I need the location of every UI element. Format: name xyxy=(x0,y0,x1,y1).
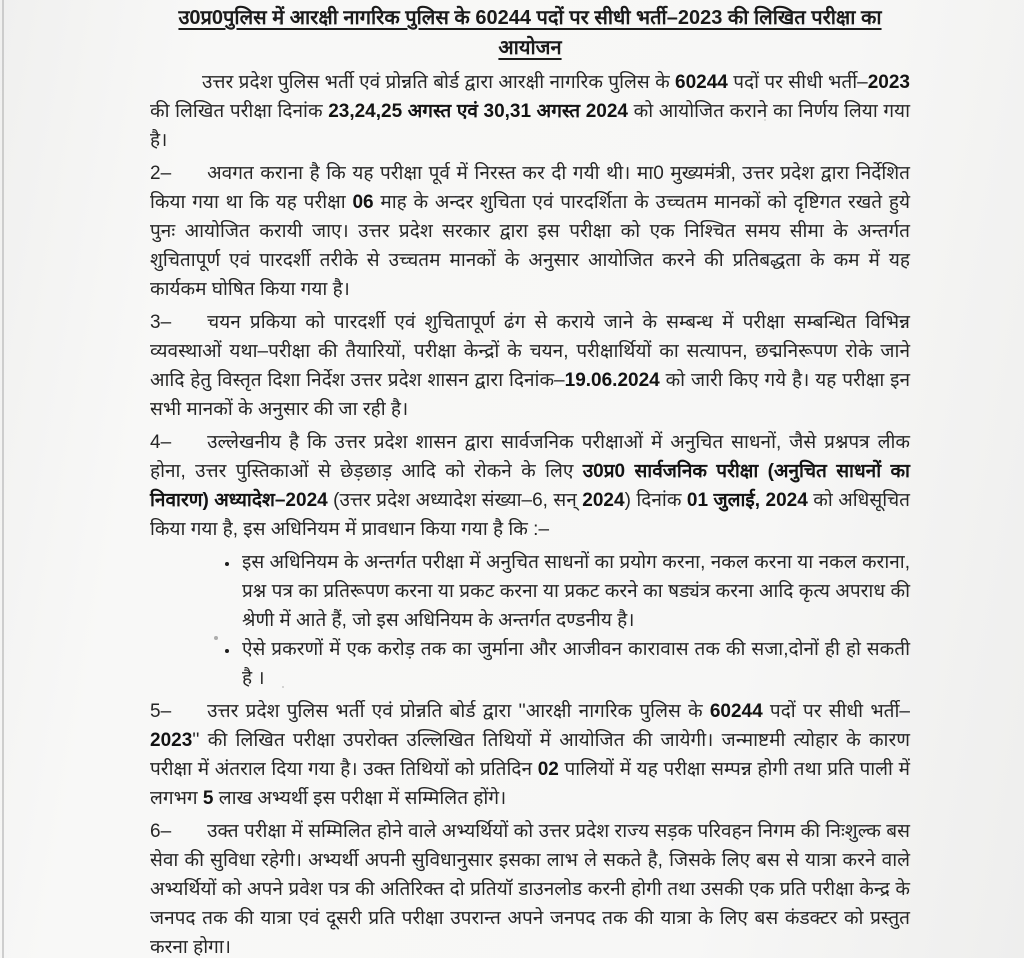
text-segment: चयन प्रकिया को पारदर्शी एवं शुचितापूर्ण ढंग से कराये जाने के सम्बन्ध में परीक्षा सम्बन्धित विभिन्न व्यवस्थाओं यथा–परीक्षा की तैयारियों, परीक्षा केन्द्रों के चयन, परीक्षार्थियों का सत्यापन, छद्मनिरूपण रोके जाने आदि हेतु विस्तृत दिशा निर्देश उत्तर प्रदेश शासन द्वारा दिनांक– xyxy=(150,312,910,391)
scan-edge-line xyxy=(2,0,4,958)
text-segment: उत्तर प्रदेश पुलिस भर्ती एवं प्रोन्नति बोर्ड द्वारा आरक्षी नागरिक पुलिस के xyxy=(202,72,676,93)
text-segment: पदों पर सीधी भर्ती– xyxy=(727,72,868,93)
text-segment: 19.06.2024 xyxy=(564,370,660,391)
document-title-line-2: आयोजन xyxy=(498,37,562,59)
paragraph xyxy=(150,159,910,304)
paragraph xyxy=(150,428,910,544)
text-segment: (उत्तर प्रदेश अध्यादेश संख्या–6, सन् xyxy=(327,490,583,511)
text-segment: की लिखित परीक्षा दिनांक xyxy=(150,101,329,122)
paragraph-number: 5– xyxy=(150,701,172,722)
text-segment: 23,24,25 अगस्त एवं 30,31 अगस्त 2024 xyxy=(328,101,628,122)
paragraph xyxy=(150,308,910,424)
paragraph-number: 4– xyxy=(150,432,172,453)
text-segment: 60244 xyxy=(675,72,728,93)
text-segment: को जारी किए गये है। यह परीक्षा इन सभी मानकों के अनुसार की जा रही है। xyxy=(150,370,910,420)
text-segment: पदों पर सीधी भर्ती– xyxy=(762,701,910,722)
bullet-list xyxy=(150,548,910,693)
text-segment: उक्त परीक्षा में सम्मिलित होने वाले अभ्यर्थियों को उत्तर प्रदेश राज्य सड़क परिवहन निगम की निःशुल्क बस सेवा की सुविधा रहेगी। अभ्यर्थी अपनी सुविधानुसार इसका लाभ ले सकते है, जिसके लिए बस से यात्रा करने वाले अभ्यर्थियों को अपने प्रवेश पत्र की अतिरिक्त दो प्रतियॉ डाउनलोड करनी होगी तथा उसकी एक प्रति परीक्षा केन्द्र के जनपद तक की यात्रा एवं दूसरी प्रति परीक्षा उपरान्त अपने जनपद तक की यात्रा के लिए बस कंडक्टर को प्रस्तुत करना होगा। xyxy=(150,821,910,958)
document-title-line-2-wrap xyxy=(150,33,910,63)
paragraph xyxy=(150,68,910,155)
text-segment: को आयोजित कराने का निर्णय लिया गया है। xyxy=(150,101,910,151)
text-segment: इस अधिनियम के अन्तर्गत परीक्षा में अनुचित साधनों का प्रयोग करना, नकल करना या नकल कराना, प्रश्न पत्र का प्रतिरूपण करना या प्रकट करना या प्रकट करने का षड्यंत्र करना आदि कृत्य अपराध की श्रेणी में आते हैं, जो इस अधिनियम के अन्तर्गत दण्डनीय है। xyxy=(242,552,910,631)
document-title xyxy=(150,3,910,63)
document-body xyxy=(150,3,910,958)
text-segment: 60244 xyxy=(709,701,763,722)
bullet-item xyxy=(240,635,910,693)
scan-speck xyxy=(0,0,2,2)
text-segment: 2023 xyxy=(150,730,193,751)
text-segment: 2024 xyxy=(582,490,625,511)
document-title-line-1: उ0प्र0पुलिस में आरक्षी नागरिक पुलिस के 60244 पदों पर सीधी भर्ती–2023 की लिखित परीक्षा का xyxy=(178,7,882,29)
bullet-item xyxy=(240,548,910,635)
text-segment: 02 xyxy=(537,759,559,780)
text-segment: 01 जुलाई, 2024 xyxy=(686,490,808,511)
paragraph-number: 2– xyxy=(150,163,172,184)
text-segment: 2023 xyxy=(867,72,910,93)
text-segment: ऐसे प्रकरणों में एक करोड़ तक का जुर्माना और आजीवन कारावास तक की सजा,दोनों ही हो सकती है । xyxy=(242,639,910,689)
paragraph-number: 6– xyxy=(150,821,172,842)
text-segment: ) दिनांक xyxy=(624,490,687,511)
text-segment: 5 xyxy=(202,788,214,809)
paragraph-number: 3– xyxy=(150,312,172,333)
text-segment: उ0प्र0 सार्वजनिक परीक्षा (अनुचित साधनों का निवारण) अध्यादेश–2024 xyxy=(150,461,910,511)
text-segment: पालियों में यह परीक्षा सम्पन्न होगी तथा प्रति पाली में लगभग xyxy=(150,759,910,809)
text-segment: '' की लिखित परीक्षा उपरोक्त उल्लिखित तिथियों में आयोजित की जायेगी। जन्माष्टमी त्योहार के कारण परीक्षा में अंतराल दिया गया है। उक्त तिथियों को प्रतिदिन xyxy=(150,730,910,780)
text-segment: को अधिसूचित किया गया है, इस अधिनियम में प्रावधान किया गया है कि :– xyxy=(150,490,911,540)
text-segment: 06 xyxy=(352,192,374,213)
text-segment: उत्तर प्रदेश पुलिस भर्ती एवं प्रोन्नति बोर्ड द्वारा ''आरक्षी नागरिक पुलिस के xyxy=(207,701,710,722)
paragraph xyxy=(150,817,910,958)
text-segment: माह के अन्दर शुचिता एवं पारदर्शिता के उच्चतम मानकों को दृष्टिगत रखते हुये पुनः आयोजित करायी जाए। उत्तर प्रदेश सरकार द्वारा इस परीक्षा को एक निश्चित समय सीमा के अन्तर्गत शुचितापूर्ण एवं पारदर्शी तरीके से उच्चतम मानकों के अनुसार आयोजित करने की प्रतिबद्धता के कम में यह कार्यकम घोषित किया गया है। xyxy=(150,192,910,300)
text-segment: उल्लेखनीय है कि उत्तर प्रदेश शासन द्वारा सार्वजनिक परीक्षाओं में अनुचित साधनों, जैसे प्रश्नपत्र लीक होना, उत्तर पुस्तिकाओं से छेड़छाड़ आदि को रोकने के लिए xyxy=(150,432,910,482)
text-segment: अवगत कराना है कि यह परीक्षा पूर्व में निरस्त कर दी गयी थी। मा0 मुख्यमंत्री, उत्तर प्रदेश द्वारा निर्देशित किया गया था कि यह परीक्षा xyxy=(150,163,910,213)
text-segment: लाख अभ्यर्थी इस परीक्षा में सम्मिलित होंगे। xyxy=(213,788,507,809)
paragraph xyxy=(150,697,910,813)
